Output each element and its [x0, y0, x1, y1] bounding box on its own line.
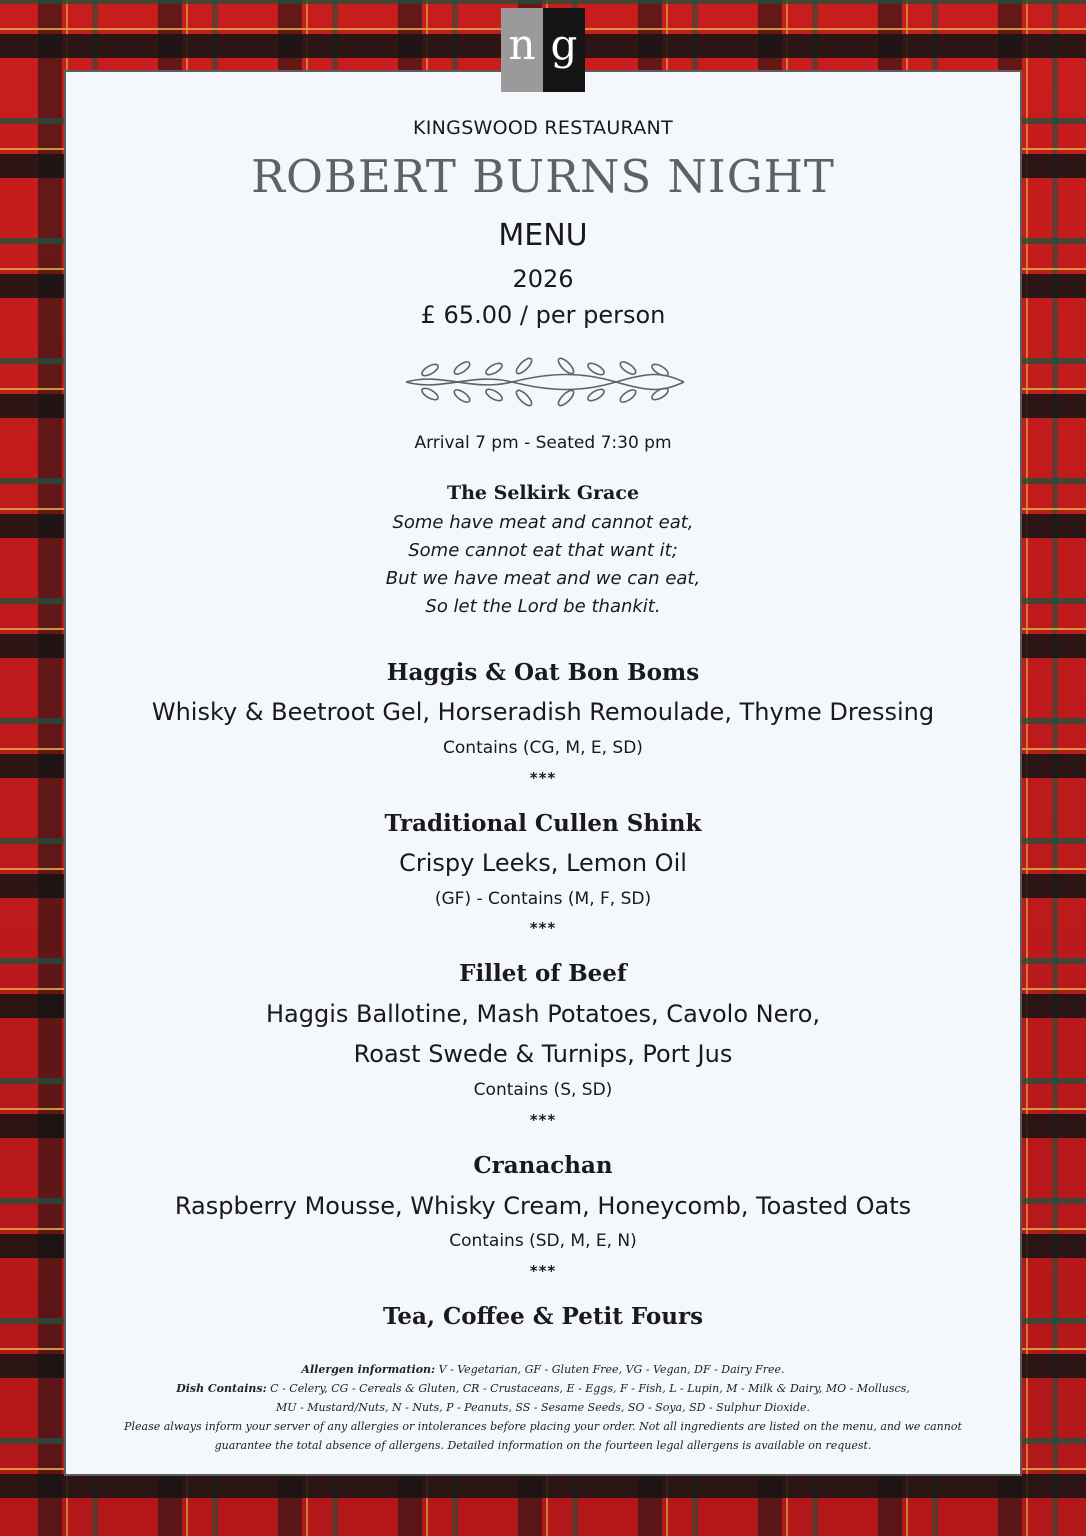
course-4-name: Cranachan [473, 1152, 613, 1179]
footer-line: guarantee the total absence of allergens. Detailed information on the fourteen legal allergens is available on request. [214, 1439, 872, 1452]
course-3-description-line: Haggis Ballotine, Mash Potatoes, Cavolo Nero, [265, 1000, 821, 1028]
menu-panel [64, 70, 1022, 1476]
menu-year: 2026 [512, 265, 574, 293]
allergen-footer [66, 1360, 1020, 1455]
footer-line: Dish Contains: C - Celery, CG - Cereals & Gluten, CR - Crustaceans, E - Eggs, F - Fish, L - Lupin, M - Milk & Dairy, MO - Molluscs, [176, 1382, 910, 1395]
course-4-allergens: Contains (SD, M, E, N) [449, 1231, 637, 1251]
logo-right-letter: g [543, 8, 585, 92]
grace-line: Some have meat and cannot eat, [392, 512, 694, 533]
menu-heading: MENU [498, 218, 588, 253]
course-separator: *** [529, 769, 557, 787]
footer-line: Allergen information: V - Vegetarian, GF - Gluten Free, VG - Vegan, DF - Dairy Free. [301, 1363, 785, 1376]
final-course-name: Tea, Coffee & Petit Fours [382, 1303, 704, 1330]
course-3-allergens: Contains (S, SD) [473, 1080, 613, 1100]
event-title: ROBERT BURNS NIGHT [251, 150, 835, 203]
course-1-allergens: Contains (CG, M, E, SD) [443, 738, 643, 758]
grace-line: But we have meat and we can eat, [385, 568, 701, 589]
course-separator: *** [529, 919, 557, 937]
course-separator: *** [529, 1111, 557, 1129]
grace-title: The Selkirk Grace [446, 482, 640, 504]
course-2-allergens: (GF) - Contains (M, F, SD) [434, 889, 652, 909]
restaurant-name: KINGSWOOD RESTAURANT [413, 117, 673, 139]
footer-line: Please always inform your server of any allergies or intolerances before placing your order. Not all ingredients are listed on the menu, and we cannot [124, 1420, 962, 1433]
menu-price: £ 65.00 / per person [420, 301, 666, 329]
vine-divider-icon [402, 354, 688, 410]
arrival-time: Arrival 7 pm - Seated 7:30 pm [414, 433, 672, 453]
course-2-description: Crispy Leeks, Lemon Oil [399, 849, 687, 877]
ng-logo [501, 8, 585, 92]
footer-line: MU - Mustard/Nuts, N - Nuts, P - Peanuts, SS - Sesame Seeds, SO - Soya, SD - Sulphur Dioxide. [276, 1401, 810, 1414]
grace-line: So let the Lord be thankit. [425, 596, 661, 617]
course-separator: *** [529, 1262, 557, 1280]
course-1-description: Whisky & Beetroot Gel, Horseradish Remoulade, Thyme Dressing [151, 698, 935, 726]
course-3-description-line: Roast Swede & Turnips, Port Jus [353, 1040, 733, 1068]
course-4-description: Raspberry Mousse, Whisky Cream, Honeycomb, Toasted Oats [174, 1192, 912, 1220]
course-1-name: Haggis & Oat Bon Boms [386, 659, 700, 686]
course-2-name: Traditional Cullen Shink [384, 810, 702, 837]
course-3-name: Fillet of Beef [459, 960, 627, 987]
grace-line: Some cannot eat that want it; [408, 540, 678, 561]
logo-left-letter: n [501, 8, 543, 92]
